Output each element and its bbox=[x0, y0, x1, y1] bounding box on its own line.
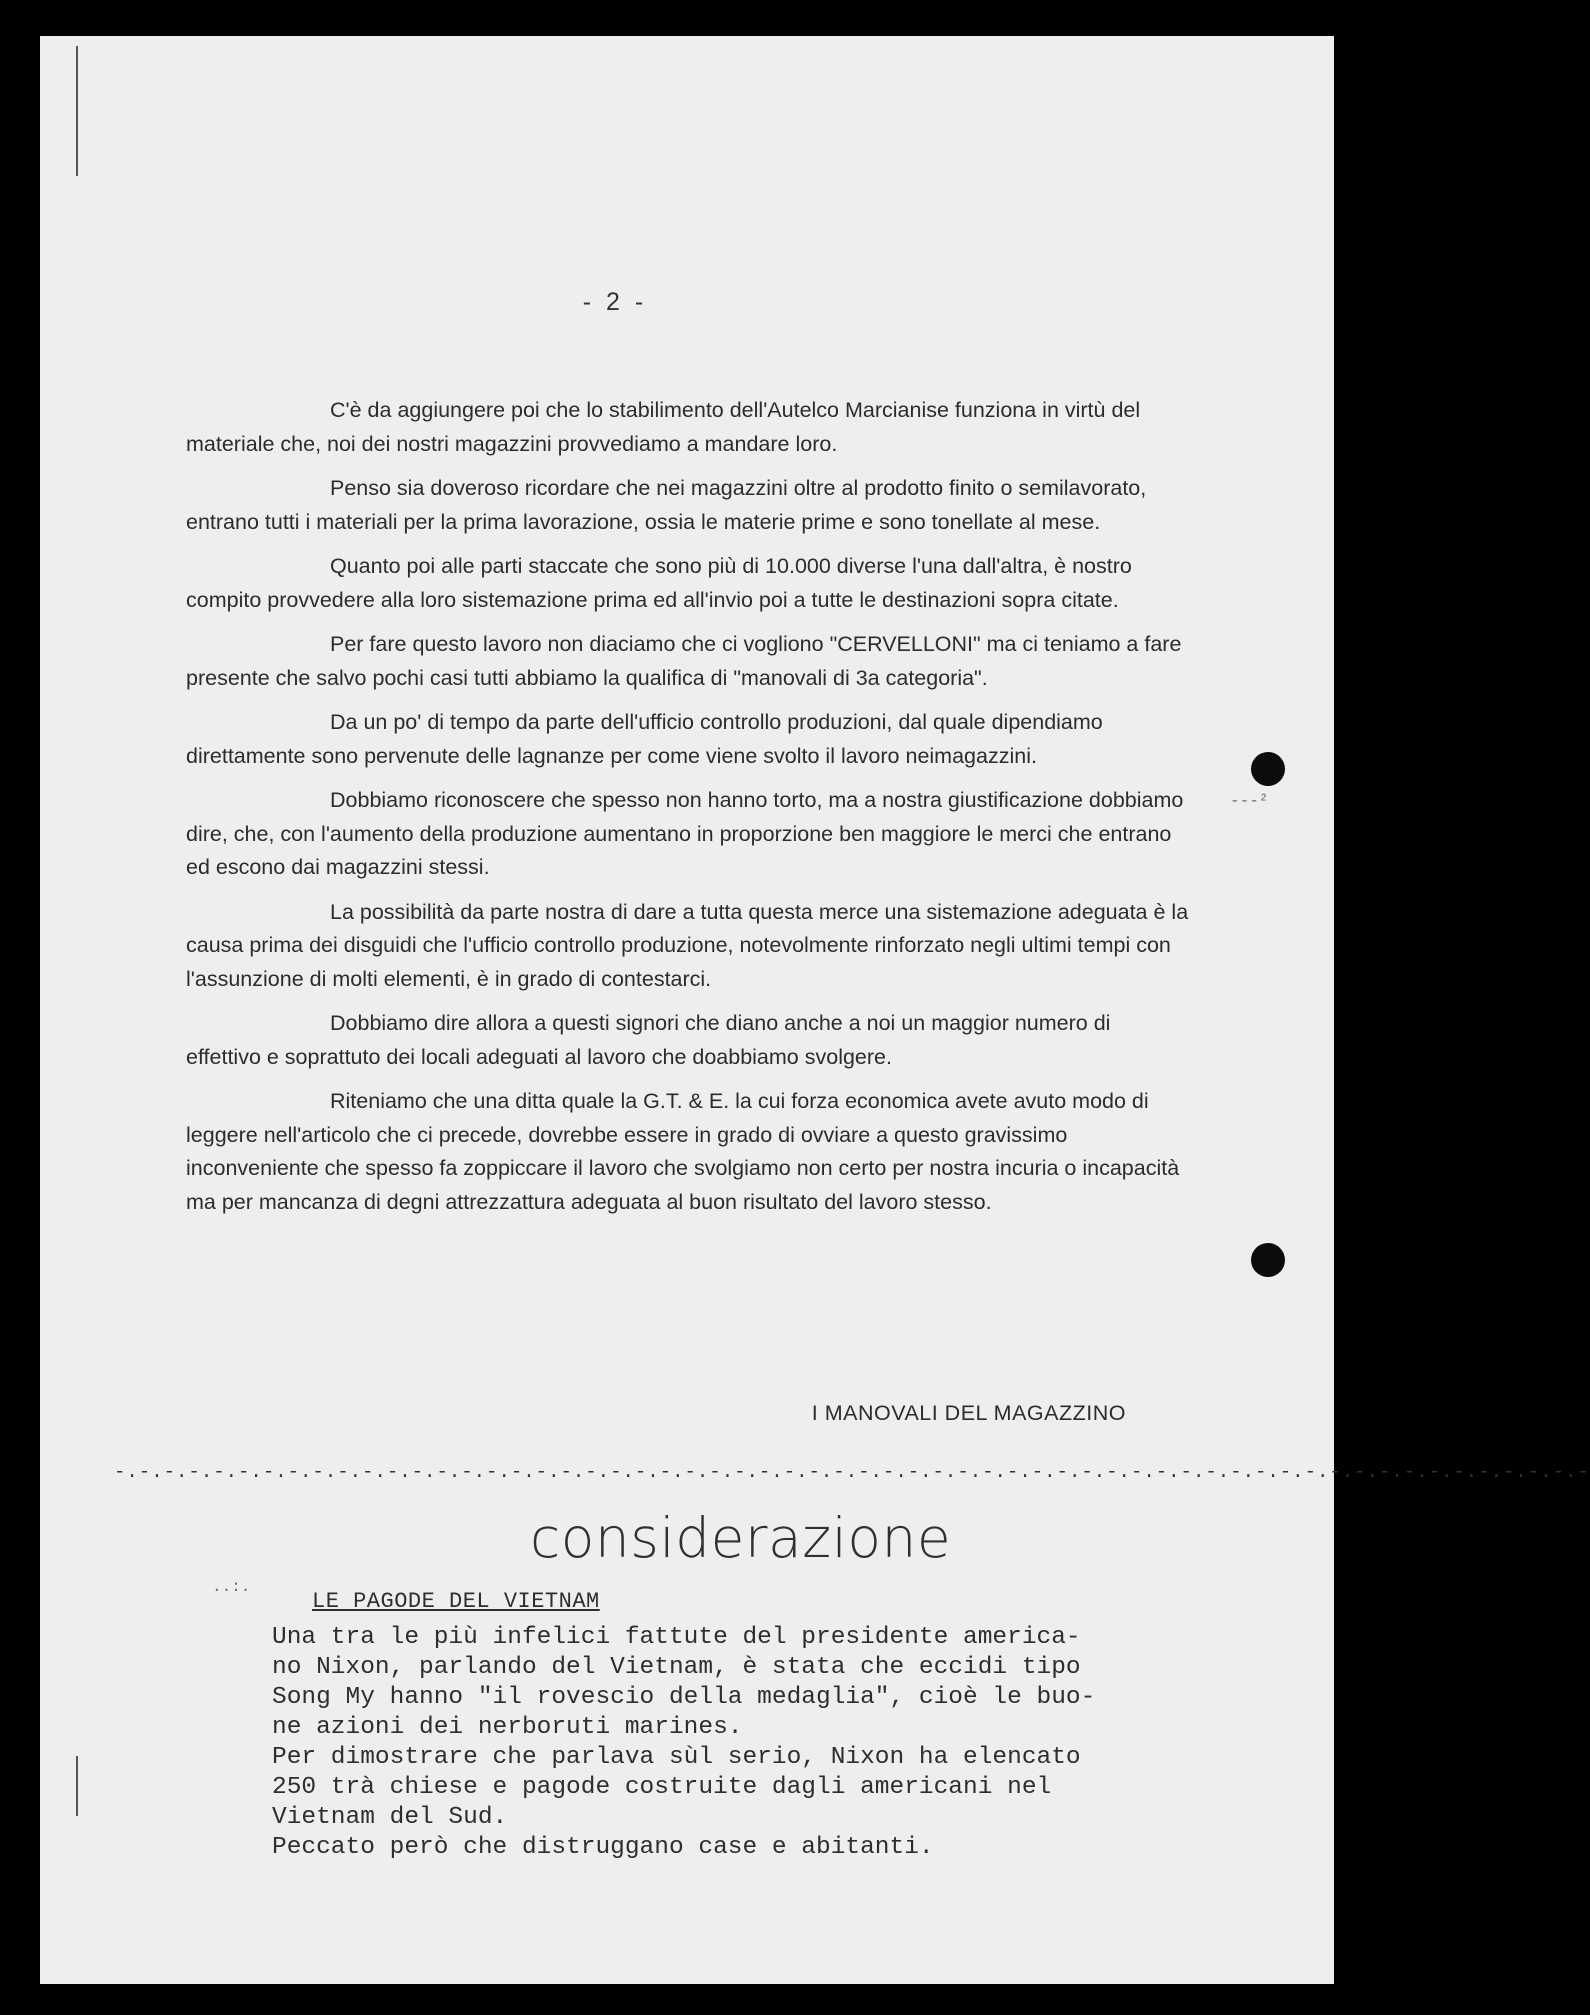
article-line: Song My hanno "il rovescio della medaglia", cioè le buo- bbox=[272, 1684, 1096, 1711]
letter-paragraph: La possibilità da parte nostra di dare a tutta questa merce una sistemazione adeguata è la causa prima dei disguidi che l'ufficio controllo produzione, notevolmente rinforzato negli ultimi tempi con l'assunzione di molti elementi, è in grado di contestarci. bbox=[186, 899, 1189, 991]
letter-paragraph: Da un po' di tempo da parte dell'ufficio controllo produzioni, dal quale dipendiamo direttamente sono pervenute delle lagnanze per come viene svolto il lavoro neimagazzini. bbox=[186, 710, 1103, 768]
punch-hole bbox=[1251, 1243, 1285, 1277]
letter-paragraph: Per fare questo lavoro non diaciamo che ci vogliono "CERVELLONI" ma ci teniamo a fare presente che salvo pochi casi tutti abbiamo la qualifica di "manovali di 3a categoria". bbox=[186, 632, 1182, 690]
letter-paragraph: Riteniamo che una ditta quale la G.T. & E. la cui forza economica avete avuto modo di leggere nell'articolo che ci precede, dovrebbe essere in grado di ovviare a questo gravissimo inconveniente che spesso fa zoppiccare il lavoro che svolgiamo non certo per nostra incuria o incapacità ma per mancanza di degni attrezzattura adeguata al buon risultato del lavoro stesso. bbox=[186, 1089, 1180, 1214]
article bbox=[272, 1589, 1232, 1863]
letter-paragraph: C'è da aggiungere poi che lo stabilimento dell'Autelco Marcianise funziona in virtù del materiale che, noi dei nostri magazzini provvediamo a mandare loro. bbox=[186, 398, 1141, 456]
article-line: Una tra le più infelici fattute del presidente america- bbox=[272, 1624, 1081, 1651]
article-line: Vietnam del Sud. bbox=[272, 1804, 508, 1831]
punch-hole bbox=[1251, 752, 1285, 786]
stray-mark: ..:. bbox=[212, 1578, 251, 1596]
letter-signature: I MANOVALI DEL MAGAZZINO bbox=[811, 1401, 1126, 1425]
article-line: 250 trà chiese e pagode costruite dagli americani nel bbox=[272, 1774, 1052, 1801]
scan-edge-mark bbox=[76, 46, 78, 176]
document-page bbox=[40, 36, 1590, 1984]
stray-mark: ‐‐‐² bbox=[1230, 792, 1269, 810]
section-heading: considerazione bbox=[530, 1506, 952, 1570]
article-line: no Nixon, parlando del Vietnam, è stata che eccidi tipo bbox=[272, 1654, 1081, 1681]
article-title: LE PAGODE DEL VIETNAM bbox=[312, 1589, 600, 1614]
article-line: Peccato però che distruggano case e abitanti. bbox=[272, 1834, 934, 1861]
article-line: Per dimostrare che parlava sùl serio, Nixon ha elencato bbox=[272, 1744, 1081, 1771]
letter-paragraph: Dobbiamo riconoscere che spesso non hanno torto, ma a nostra giustificazione dobbiamo dire, che, con l'aumento della produzione aumentano in proporzione ben maggiore le merci che entrano ed escono dai magazzini stessi. bbox=[186, 788, 1184, 879]
scan-edge-mark bbox=[76, 1756, 78, 1816]
page-number: - 2 - bbox=[582, 288, 648, 316]
letter-paragraph: Dobbiamo dire allora a questi signori che diano anche a noi un maggior numero di effettivo e soprattuto dei locali adeguati al lavoro che doabbiamo svolgere. bbox=[186, 1011, 1111, 1069]
letter-paragraph: Penso sia doveroso ricordare che nei magazzini oltre al prodotto finito o semilavorato, entrano tutti i materiali per la prima lavorazione, ossia le materie prime e sono tonellate al mese. bbox=[186, 476, 1147, 534]
letter-body bbox=[186, 394, 1190, 1230]
letter-paragraph: Quanto poi alle parti staccate che sono più di 10.000 diverse l'una dall'altra, è nostro compito provvedere alla loro sistemazione prima ed all'invio poi a tutte le destinazioni sopra citate. bbox=[186, 554, 1132, 612]
article-line: ne azioni dei nerboruti marines. bbox=[272, 1714, 743, 1741]
dash-dot-separator: -.-.-.-.-.-.-.-.-.-.-.-.-.-.-.-.-.-.-.-.-.-.-.-.-.-.-.-.-.-.-.-.-.-.-.-.-.-.-.-.-.-.-.-.-.-.-.-.-.-.-.-.-.-.-.-.-.-.-.- bbox=[114, 1461, 1590, 1483]
